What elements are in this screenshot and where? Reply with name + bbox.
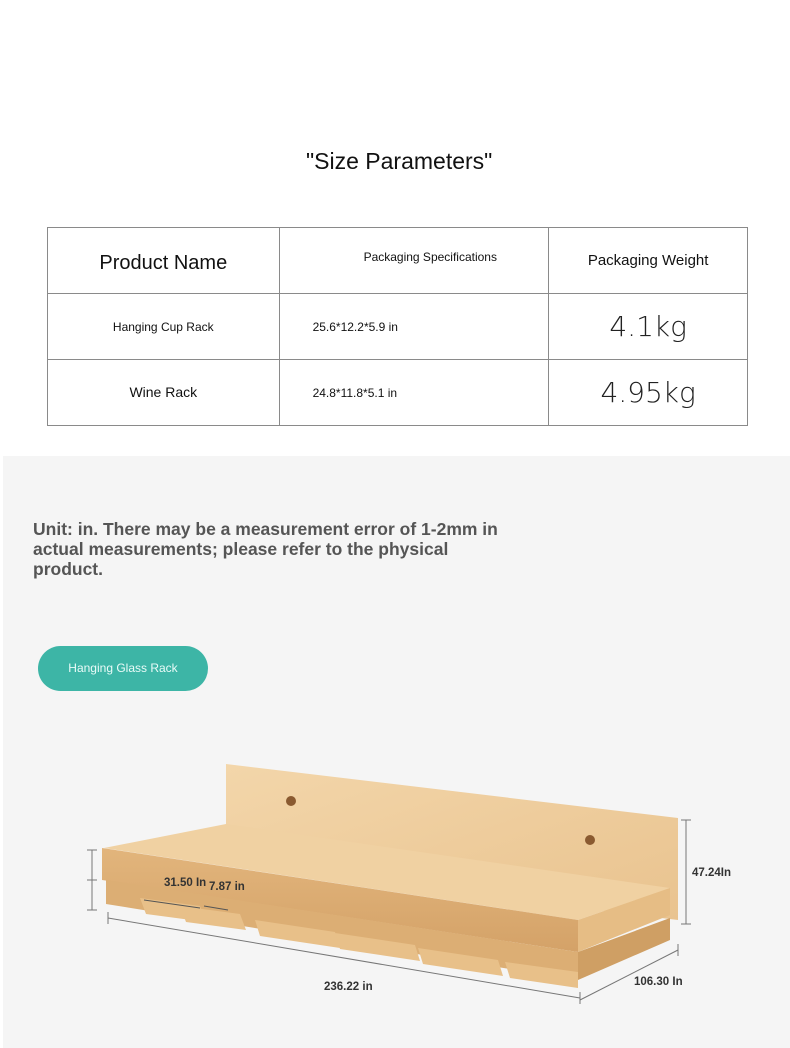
mount-hole-icon xyxy=(286,796,296,806)
row-weight-label: 4.95kg xyxy=(600,376,696,409)
table-header-row xyxy=(48,228,748,294)
slot-width-label: 31.50 In xyxy=(164,877,207,889)
header-packaging-specifications-label: Packaging Specifications xyxy=(363,249,497,264)
cell-spec xyxy=(279,360,549,426)
cell-name xyxy=(48,360,280,426)
row-spec-label: 24.8*11.8*5.1 in xyxy=(312,385,398,400)
cell-weight xyxy=(549,294,748,360)
row-name-label: Wine Rack xyxy=(129,383,198,400)
table-row xyxy=(48,360,748,426)
length-label: 236.22 in xyxy=(324,981,373,993)
header-packaging-weight-label: Packaging Weight xyxy=(587,251,709,269)
size-parameters-table xyxy=(47,227,748,426)
wood-rack-drawing xyxy=(0,740,790,1048)
page-title: "Size Parameters" xyxy=(306,148,493,174)
depth-label: 106.30 In xyxy=(634,976,683,988)
row-spec-label: 25.6*12.2*5.9 in xyxy=(312,319,398,334)
slot-gap-label: 7.87 in xyxy=(209,881,245,893)
cell-name xyxy=(48,294,280,360)
header-product-name xyxy=(48,228,280,294)
table-row xyxy=(48,294,748,360)
row-name-label: Hanging Cup Rack xyxy=(112,319,214,334)
product-illustration xyxy=(0,740,790,1048)
header-product-name-label: Product Name xyxy=(99,252,228,274)
mount-hole-icon xyxy=(585,835,595,845)
header-packaging-weight xyxy=(549,228,748,294)
measurement-note: Unit: in. There may be a measurement error of 1-2mm in actual measurements; please refer to the physical product. xyxy=(33,519,498,579)
product-badge: Hanging Glass Rack xyxy=(38,646,208,691)
cell-spec xyxy=(279,294,549,360)
row-weight-label: 4.1kg xyxy=(609,310,687,343)
header-packaging-specifications xyxy=(279,228,549,294)
cell-weight xyxy=(549,360,748,426)
back-height-label: 47.24In xyxy=(692,867,731,879)
